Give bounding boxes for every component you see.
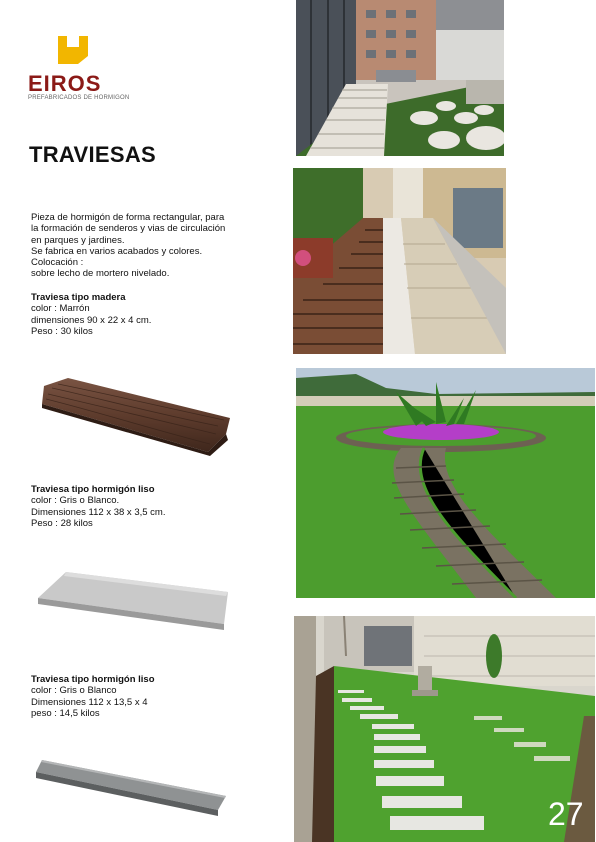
logo-mark-icon [56,34,90,66]
description [31,212,281,280]
product-spec-concrete-wide [31,484,271,529]
product-spec-line: Peso : 28 kilos [31,517,93,529]
product-name: Traviesa tipo madera [31,292,126,303]
description-line: la formación de senderos y vias de circulación [31,223,226,235]
brand-tagline: PREFABRICADOS DE HORMIGON [28,95,130,101]
product-spec-line: color : Marrón [31,303,90,315]
description-line: en parques y jardines. [31,234,125,246]
product-spec-line: Dimensiones 112 x 13,5 x 4 [31,696,148,708]
product-spec-line: peso : 14,5 kilos [31,707,100,719]
product-name: Traviesa tipo hormigón liso [31,674,155,685]
product-spec-concrete-narrow [31,674,271,719]
product-name: Traviesa tipo hormigón liso [31,484,155,495]
page-title: TRAVIESAS [29,142,156,167]
concrete-wide-sleeper-image [36,568,230,632]
product-spec-line: dimensiones 90 x 22 x 4 cm. [31,314,152,326]
description-line: Colocación : [31,257,84,269]
product-spec-line: Dimensiones 112 x 38 x 3,5 cm. [31,506,166,518]
brand-logo [28,34,128,104]
page-number: 27 [548,796,584,832]
description-line: Pieza de hormigón de forma rectangular, para [31,212,225,223]
photo-building-walkway [296,0,504,156]
product-spec-wood [31,292,271,337]
description-line: sobre lecho de mortero nivelado. [31,268,170,280]
concrete-narrow-sleeper-image [34,758,228,818]
photo-deck-path [293,168,506,354]
wood-sleeper-image [38,374,234,456]
photo-lawn-path [296,368,595,598]
product-spec-line: Peso : 30 kilos [31,325,93,337]
description-line: Se fabrica en varios acabados y colores. [31,245,203,257]
brand-name: EIROS [28,71,102,96]
product-spec-line: color : Gris o Blanco [31,685,117,697]
product-spec-line: color : Gris o Blanco. [31,495,120,507]
